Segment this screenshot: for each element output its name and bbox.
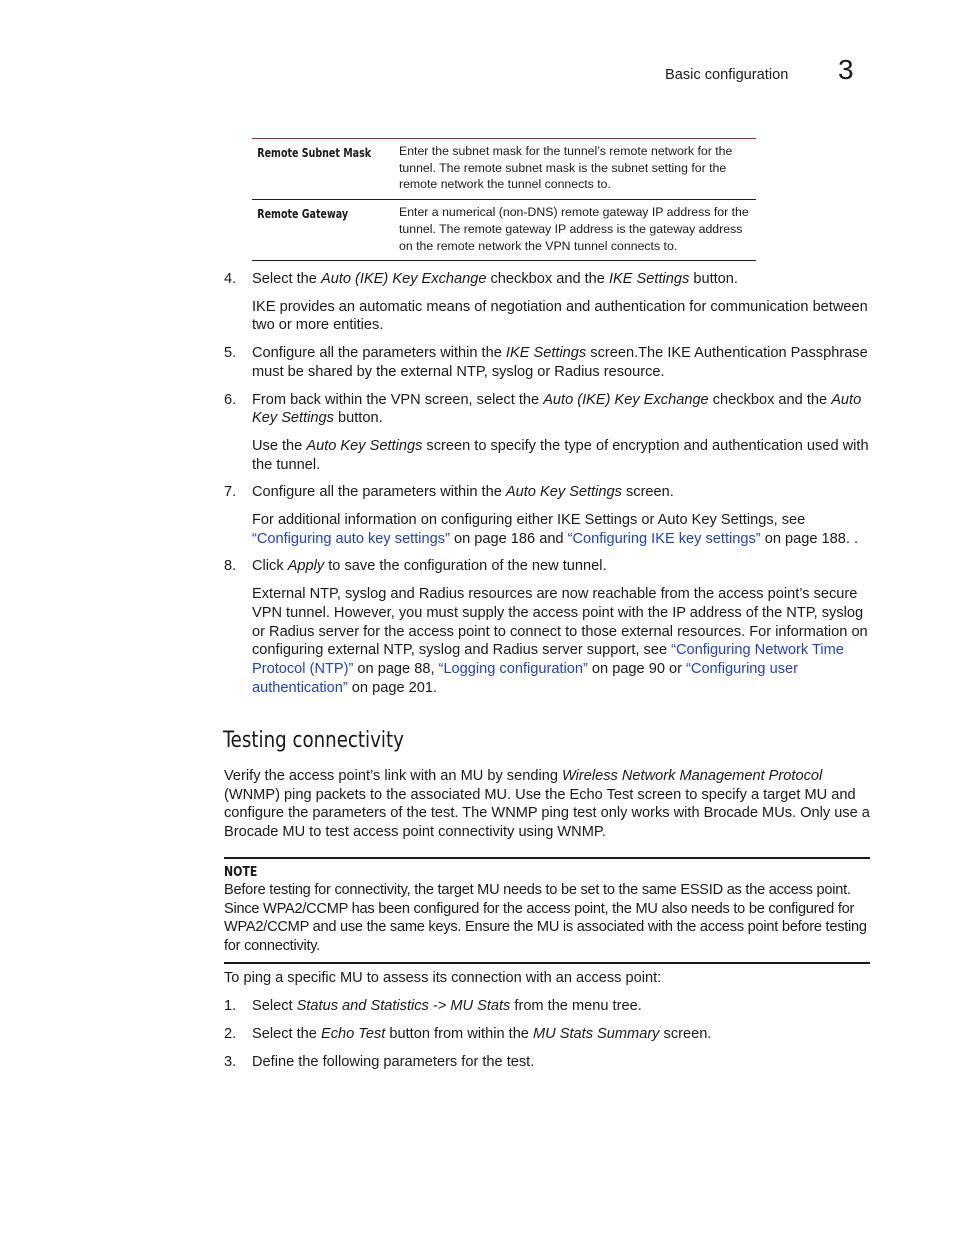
ping-step-1: [224, 997, 870, 1016]
step-text: Click Apply to save the configuration of the new tunnel.: [252, 558, 607, 575]
note-box: [224, 857, 870, 964]
step-number: 2.: [224, 1026, 237, 1042]
step-number: 6.: [224, 391, 237, 408]
ping-step-2: [224, 1025, 870, 1044]
step-7: [224, 483, 870, 548]
step-text: From back within the VPN screen, select the Auto (IKE) Key Exchange checkbox and the Auto Key Settings button.: [252, 391, 862, 427]
step-number: 3.: [224, 1054, 237, 1070]
step-6: [224, 391, 870, 475]
table-row: [252, 200, 756, 261]
step-number: 8.: [224, 558, 237, 575]
link-ike-key-settings[interactable]: “Configuring IKE key settings”: [567, 530, 761, 547]
step-text: Define the following parameters for the test.: [252, 1054, 535, 1070]
step-explanation: IKE provides an automatic means of negotiation and authentication for communication between two or more entities.: [252, 298, 868, 334]
step-8: [224, 557, 870, 697]
ping-steps: [224, 997, 870, 1081]
table-row: [252, 139, 756, 200]
link-logging[interactable]: “Logging configuration”: [438, 660, 588, 677]
link-ntp[interactable]: “Configuring Network Time Protocol (NTP)”: [252, 642, 844, 677]
step-explanation: Use the Auto Key Settings screen to specify the type of encryption and authentication used with the tunnel.: [252, 437, 869, 473]
step-number: 5.: [224, 345, 237, 362]
section-intro: Verify the access point’s link with an MU by sending Wireless Network Management Protocol (WNMP) ping packets to the associated MU. Use the Echo Test screen to specify a target MU and configure the parameters of the test. The WNMP ping test only works with Brocade MUs. Only use a Brocade MU to test access point connectivity using WNMP.: [224, 768, 870, 841]
step-text: Select Status and Statistics -> MU Stats from the menu tree.: [252, 998, 642, 1014]
link-auto-key-settings[interactable]: “Configuring auto key settings”: [252, 530, 450, 547]
section-heading: Testing connectivity: [223, 728, 404, 753]
param-description: Enter a numerical (non-DNS) remote gateway IP address for the tunnel. The remote gateway IP address is the gateway address on the remote network the VPN tunnel connects to.: [399, 205, 749, 253]
link-user-auth[interactable]: “Configuring user authentication”: [252, 660, 798, 696]
param-description: Enter the subnet mask for the tunnel’s remote network for the tunnel. The remote subnet mask is the subnet setting for the remote network the tunnel connects to.: [399, 144, 733, 192]
step-text: Configure all the parameters within the Auto Key Settings screen.: [252, 484, 674, 501]
step-text: Configure all the parameters within the IKE Settings screen.The IKE Authentication Passphrase must be shared by the external NTP, syslog or Radius resource.: [252, 345, 868, 380]
note-text: Before testing for connectivity, the target MU needs to be set to the same ESSID as the access point. Since WPA2/CCMP has been configured for the access point, the MU also needs to be configured for WPA2/CCMP and use the same keys. Ensure the MU is associated with the access point before testing for connectivity.: [224, 882, 867, 955]
ping-step-3: [224, 1053, 870, 1072]
ping-intro: To ping a specific MU to assess its connection with an access point:: [224, 970, 662, 986]
param-name: Remote Subnet Mask: [257, 146, 372, 160]
step-explanation: External NTP, syslog and Radius resources are now reachable from the access point’s secure VPN tunnel. However, you must supply the access point with the IP address of the NTP, syslog or Radius server for the access point to connect to those external resources. For information on configuring external NTP, syslog and Radius server support, see “Configuring Network Time Protocol (NTP)” on page 88, “Logging configuration” on page 90 or “Configuring user authentication” on page 201.: [252, 586, 868, 696]
step-text: Select the Echo Test button from within the MU Stats Summary screen.: [252, 1026, 712, 1042]
step-explanation: For additional information on configuring either IKE Settings or Auto Key Settings, see “Configuring auto key settings” on page 186 and “Configuring IKE key settings” on page 188. .: [252, 512, 859, 547]
chapter-number: 3: [838, 54, 854, 85]
step-number: 7.: [224, 484, 237, 501]
step-text: Select the Auto (IKE) Key Exchange checkbox and the IKE Settings button.: [252, 271, 738, 287]
param-name: Remote Gateway: [257, 207, 349, 222]
running-header-title: Basic configuration: [665, 67, 789, 83]
step-5: [224, 344, 870, 381]
note-label: NOTE: [224, 864, 258, 880]
procedure-steps: [224, 270, 870, 706]
step-number: 1.: [224, 998, 237, 1014]
step-4: [224, 270, 870, 335]
step-number: 4.: [224, 271, 237, 287]
parameter-table: [252, 138, 756, 261]
